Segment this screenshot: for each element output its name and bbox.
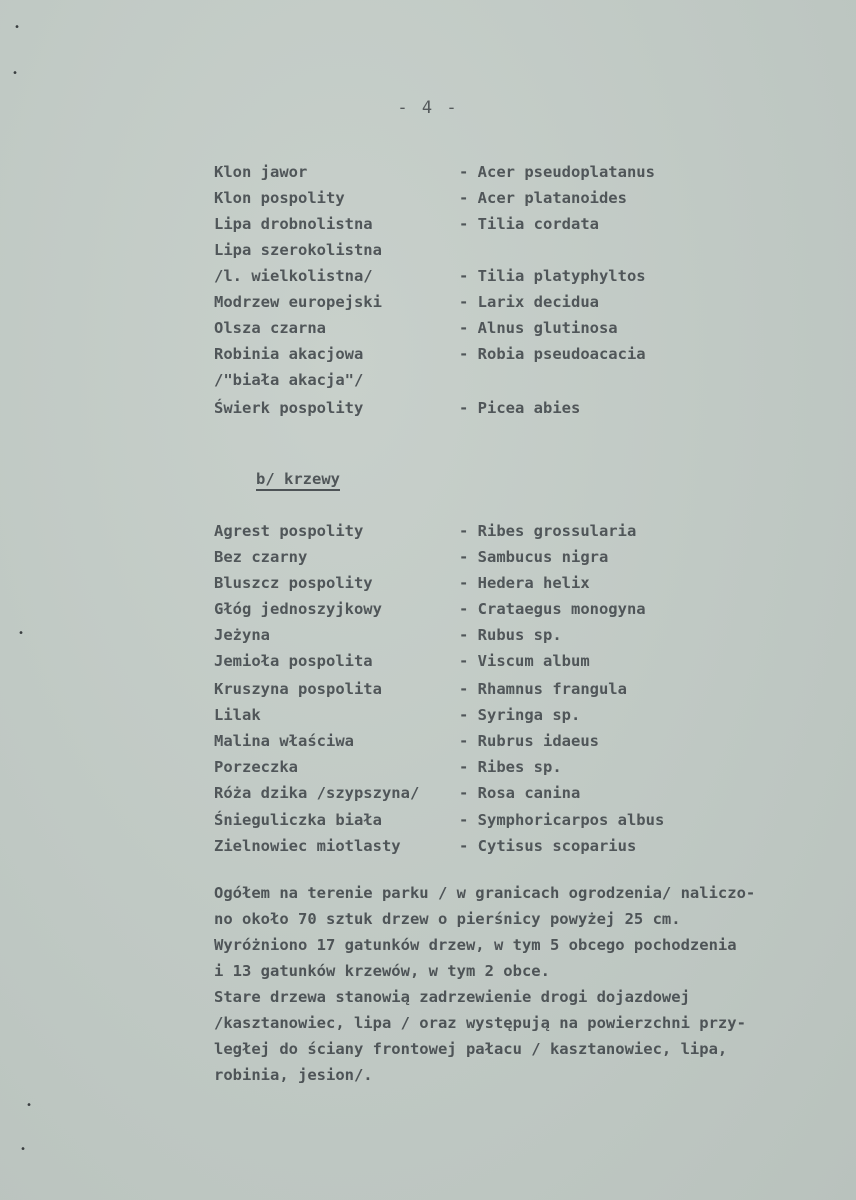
list-item xyxy=(214,676,627,702)
polish-name: Agrest pospolity xyxy=(214,522,364,540)
list-item xyxy=(214,289,599,315)
polish-name: Malina właściwa xyxy=(214,732,354,750)
latin-name: - Acer platanoides xyxy=(459,189,627,207)
list-item xyxy=(214,367,459,393)
polish-name: Jemioła pospolita xyxy=(214,652,373,670)
polish-name: Róża dzika /szypszyna/ xyxy=(214,784,420,802)
latin-name: - Acer pseudoplatanus xyxy=(459,163,655,181)
summary-paragraph xyxy=(214,880,844,1088)
polish-name: Olsza czarna xyxy=(214,319,326,337)
latin-name: - Rosa canina xyxy=(459,784,581,802)
latin-name: - Rhamnus frangula xyxy=(459,680,627,698)
latin-name: - Sambucus nigra xyxy=(459,548,609,566)
margin-mark: • xyxy=(18,628,25,639)
list-item xyxy=(214,237,459,263)
page-number: - 4 - xyxy=(397,98,459,118)
list-item xyxy=(214,702,580,728)
list-item xyxy=(214,341,646,367)
latin-name: - Syringa sp. xyxy=(459,706,581,724)
latin-name: - Alnus glutinosa xyxy=(459,319,618,337)
polish-name: Lilak xyxy=(214,706,261,724)
list-item xyxy=(214,648,590,674)
margin-mark: • xyxy=(26,1100,33,1111)
latin-name: - Rubus sp. xyxy=(459,626,562,644)
list-item xyxy=(214,596,646,622)
list-item xyxy=(214,211,599,237)
polish-name: Bez czarny xyxy=(214,548,308,566)
latin-name: - Viscum album xyxy=(459,652,590,670)
paragraph-line: robinia, jesion/. xyxy=(214,1066,373,1084)
paragraph-line: Stare drzewa stanowią zadrzewienie drogi dojazdowej xyxy=(214,988,690,1006)
latin-name: - Ribes grossularia xyxy=(459,522,637,540)
latin-name: - Crataegus monogyna xyxy=(459,600,646,618)
latin-name: - Larix decidua xyxy=(459,293,599,311)
list-item xyxy=(214,622,562,648)
polish-name: Kruszyna pospolita xyxy=(214,680,382,698)
polish-name: /l. wielkolistna/ xyxy=(214,267,373,285)
polish-name: Jeżyna xyxy=(214,626,270,644)
polish-name: Bluszcz pospolity xyxy=(214,574,373,592)
latin-name: - Hedera helix xyxy=(459,574,590,592)
polish-name: Klon pospolity xyxy=(214,189,345,207)
paragraph-line: Ogółem na terenie parku / w granicach ogrodzenia/ naliczo- xyxy=(214,884,756,902)
list-item xyxy=(214,159,655,185)
polish-name: Porzeczka xyxy=(214,758,298,776)
polish-name: Modrzew europejski xyxy=(214,293,382,311)
latin-name: - Picea abies xyxy=(459,399,581,417)
list-item xyxy=(214,315,618,341)
polish-name: Klon jawor xyxy=(214,163,308,181)
list-item xyxy=(214,754,562,780)
list-item xyxy=(214,807,664,833)
list-item xyxy=(214,833,636,859)
paragraph-line: no około 70 sztuk drzew o pierśnicy powyżej 25 cm. xyxy=(214,910,681,928)
latin-name: - Tilia platyphyltos xyxy=(459,267,646,285)
margin-mark: • xyxy=(14,22,21,33)
latin-name: - Robia pseudoacacia xyxy=(459,345,646,363)
list-item xyxy=(214,395,580,421)
list-item xyxy=(214,728,599,754)
margin-mark: • xyxy=(20,1144,27,1155)
latin-name: - Rubrus idaeus xyxy=(459,732,599,750)
list-item xyxy=(214,780,580,806)
latin-name: - Symphoricarpos albus xyxy=(459,811,665,829)
paragraph-line: i 13 gatunków krzewów, w tym 2 obce. xyxy=(214,962,550,980)
polish-name: Świerk pospolity xyxy=(214,399,364,417)
polish-name: Robinia akacjowa xyxy=(214,345,364,363)
latin-name: - Cytisus scoparius xyxy=(459,837,637,855)
polish-name: Głóg jednoszyjkowy xyxy=(214,600,382,618)
paragraph-line: Wyróżniono 17 gatunków drzew, w tym 5 obcego pochodzenia xyxy=(214,936,737,954)
list-item xyxy=(214,185,627,211)
list-item xyxy=(214,570,590,596)
latin-name: - Tilia cordata xyxy=(459,215,599,233)
list-item xyxy=(214,544,608,570)
polish-name: /"biała akacja"/ xyxy=(214,371,364,389)
latin-name: - Ribes sp. xyxy=(459,758,562,776)
paragraph-line: /kasztanowiec, lipa / oraz występują na powierzchni przy- xyxy=(214,1014,746,1032)
shrubs-heading: b/ krzewy xyxy=(256,466,340,492)
polish-name: Lipa drobnolistna xyxy=(214,215,373,233)
polish-name: Zielnowiec miotlasty xyxy=(214,837,401,855)
paragraph-line: ległej do ściany frontowej pałacu / kasztanowiec, lipa, xyxy=(214,1040,728,1058)
list-item xyxy=(214,263,646,289)
polish-name: Lipa szerokolistna xyxy=(214,241,382,259)
list-item xyxy=(214,518,636,544)
margin-mark: • xyxy=(12,68,19,79)
polish-name: Śnieguliczka biała xyxy=(214,811,382,829)
